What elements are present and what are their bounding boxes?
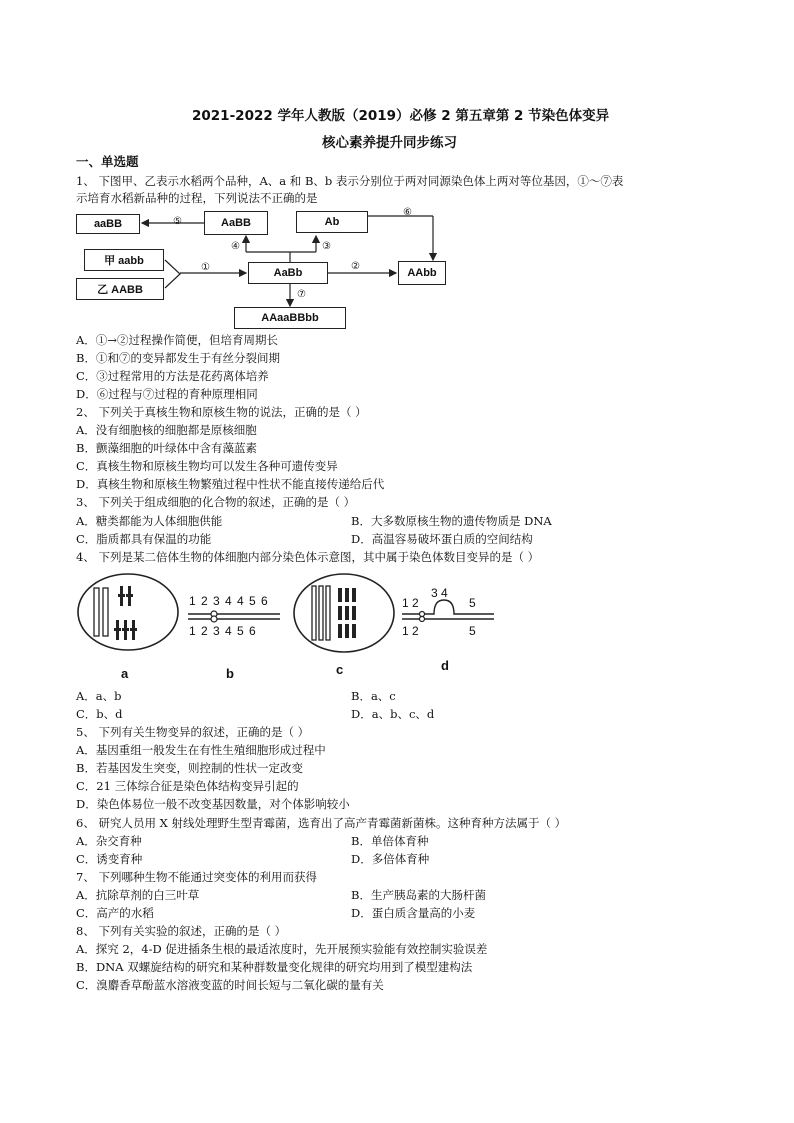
figure-c-cell bbox=[292, 572, 396, 656]
document-subtitle: 核心素养提升同步练习 bbox=[322, 135, 457, 151]
q5-option-b: B．若基因发生突变，则控制的性状一定改变 bbox=[76, 761, 303, 775]
node-aaBB: aaBB bbox=[76, 214, 140, 234]
q8-option-a: A．探究 2，4-D 促进插条生根的最适浓度时，先开展预实验能有效控制实验误差 bbox=[76, 942, 488, 956]
q4-option-a: A．a、b bbox=[76, 689, 122, 703]
figure-a-cell bbox=[76, 572, 180, 654]
q4-stem: 4、 下列是某二倍体生物的体细胞内部分染色体示意图，其中属于染色体数目变异的是（ ） bbox=[76, 550, 540, 564]
q6-option-b: B．单倍体育种 bbox=[351, 834, 429, 848]
q7-option-c: C．高产的水稻 bbox=[76, 906, 154, 920]
figure-d-label: d bbox=[441, 658, 449, 673]
step-1-label: ① bbox=[201, 262, 210, 273]
q1-option-c: C．③过程常用的方法是花药离体培养 bbox=[76, 369, 269, 383]
figure-d-top-loci: 1 2 bbox=[402, 596, 419, 610]
node-yi: 乙 AABB bbox=[76, 278, 164, 300]
node-AAbb: AAbb bbox=[398, 261, 446, 285]
q7-stem: 7、 下列哪种生物不能通过突变体的利用而获得 bbox=[76, 870, 317, 884]
figure-a-label: a bbox=[121, 666, 129, 681]
q1-stem-line2: 示培育水稻新品种的过程，下列说法不正确的是 bbox=[76, 191, 318, 205]
q1-stem-line1: 1、 下图甲、乙表示水稻两个品种，A、a 和 B、b 表示分别位于两对同源染色体上两对等位基因，①～⑦表 bbox=[76, 174, 624, 188]
figure-d-bottom-loci: 1 2 bbox=[402, 624, 419, 638]
step-6-label: ⑥ bbox=[403, 207, 412, 218]
q6-stem: 6、 研究人员用 X 射线处理野生型青霉菌，选育出了高产青霉菌新菌株。这种育种方法属于（ ） bbox=[76, 816, 567, 830]
q3-option-d: D．高温容易破坏蛋白质的空间结构 bbox=[351, 532, 533, 546]
q7-option-a: A．抗除草剂的白三叶草 bbox=[76, 888, 200, 902]
q4-option-c: C．b、d bbox=[76, 707, 123, 721]
q2-stem: 2、 下列关于真核生物和原核生物的说法，正确的是（ ） bbox=[76, 405, 367, 419]
q7-option-b: B．生产胰岛素的大肠杆菌 bbox=[351, 888, 486, 902]
figure-d-top-5: 5 bbox=[469, 596, 476, 610]
q1-option-d: D．⑥过程与⑦过程的育种原理相同 bbox=[76, 387, 258, 401]
q1-option-a: A．①→②过程操作简便，但培育周期长 bbox=[76, 333, 278, 347]
step-4-label: ④ bbox=[231, 241, 240, 252]
step-7-label: ⑦ bbox=[297, 289, 306, 300]
q4-option-b: B．a、c bbox=[351, 689, 396, 703]
step-5-label: ⑤ bbox=[173, 216, 182, 227]
q6-option-a: A．杂交育种 bbox=[76, 834, 142, 848]
q2-option-c: C．真核生物和原核生物均可以发生各种可遗传变异 bbox=[76, 459, 338, 473]
q5-option-d: D．染色体易位一般不改变基因数量，对个体影响较小 bbox=[76, 797, 350, 811]
figure-d-bottom-5: 5 bbox=[469, 624, 476, 638]
node-AaBb: AaBb bbox=[248, 262, 328, 284]
figure-b-top-loci: 1 2 3 4 4 5 6 bbox=[189, 594, 269, 608]
step-3-label: ③ bbox=[322, 241, 331, 252]
q5-option-c: C．21 三体综合征是染色体结构变异引起的 bbox=[76, 779, 299, 793]
q1-option-b: B．①和⑦的变异都发生于有丝分裂间期 bbox=[76, 351, 280, 365]
q8-option-b: B．DNA 双螺旋结构的研究和某种群数量变化规律的研究均用到了模型建构法 bbox=[76, 960, 473, 974]
q3-option-c: C．脂质都具有保温的功能 bbox=[76, 532, 212, 546]
q2-option-b: B．颤藻细胞的叶绿体中含有藻蓝素 bbox=[76, 441, 257, 455]
q2-option-d: D．真核生物和原核生物繁殖过程中性状不能直接传递给后代 bbox=[76, 477, 385, 491]
figure-b-bottom-loci: 1 2 3 4 5 6 bbox=[189, 624, 257, 638]
figure-c-label: c bbox=[336, 662, 344, 677]
chromosome-figures bbox=[76, 572, 476, 684]
q8-stem: 8、 下列有关实验的叙述，正确的是（ ） bbox=[76, 924, 287, 938]
q4-option-d: D．a、b、c、d bbox=[351, 707, 435, 721]
q5-stem: 5、 下列有关生物变异的叙述，正确的是（ ） bbox=[76, 725, 310, 739]
figure-b-label: b bbox=[226, 666, 234, 681]
breeding-flow-diagram bbox=[76, 206, 446, 332]
node-Ab: Ab bbox=[296, 211, 368, 233]
q3-option-b: B．大多数原核生物的遗传物质是 DNA bbox=[351, 514, 552, 528]
step-2-label: ② bbox=[351, 261, 360, 272]
document-title: 2021-2022 学年人教版（2019）必修 2 第五章第 2 节染色体变异 bbox=[192, 108, 610, 124]
node-jia: 甲 aabb bbox=[84, 249, 164, 271]
q5-option-a: A．基因重组一般发生在有性生殖细胞形成过程中 bbox=[76, 743, 326, 757]
node-AAaaBBbb: AAaaBBbb bbox=[234, 307, 346, 329]
q7-option-d: D．蛋白质含量高的小麦 bbox=[351, 906, 476, 920]
q2-option-a: A．没有细胞核的细胞都是原核细胞 bbox=[76, 423, 257, 437]
q3-option-a: A．糖类都能为人体细胞供能 bbox=[76, 514, 223, 528]
figure-d-loop-loci: 3 4 bbox=[431, 586, 448, 600]
q6-option-c: C．诱变育种 bbox=[76, 852, 143, 866]
section-heading: 一、单选题 bbox=[76, 154, 139, 169]
q3-stem: 3、 下列关于组成细胞的化合物的叙述，正确的是（ ） bbox=[76, 495, 356, 509]
q8-option-c: C．溴麝香草酚蓝水溶液变蓝的时间长短与二氧化碳的量有关 bbox=[76, 978, 384, 992]
q6-option-d: D．多倍体育种 bbox=[351, 852, 430, 866]
node-AaBB: AaBB bbox=[204, 211, 268, 235]
